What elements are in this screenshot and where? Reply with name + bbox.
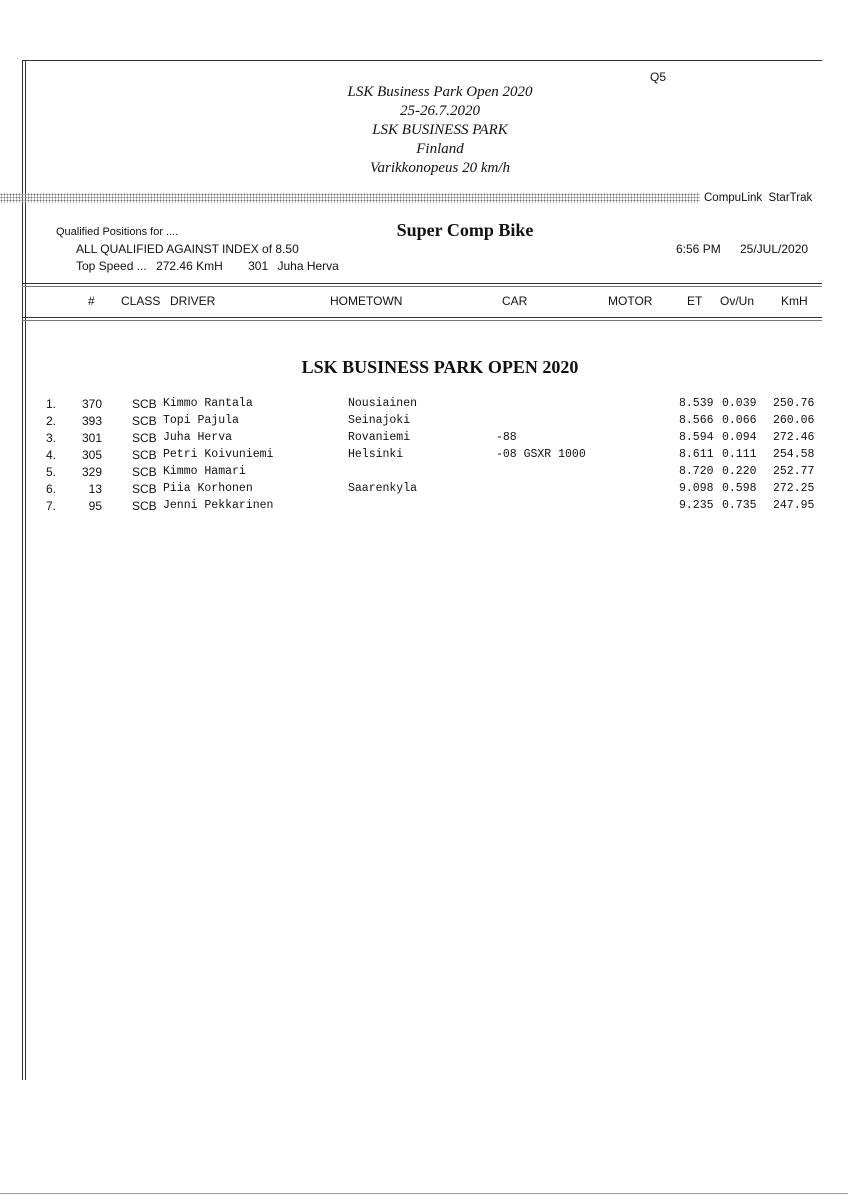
row-ovun: 0.111 [722,448,757,461]
top-speed-driver: Juha Herva [277,259,339,273]
row-et: 8.594 [679,431,714,444]
row-driver: Petri Koivuniemi [163,448,274,461]
index-line [76,242,299,256]
row-position: 4. [46,448,57,462]
section-title: LSK BUSINESS PARK OPEN 2020 [301,357,579,377]
left-border [22,60,23,1080]
col-num: # [88,294,95,308]
row-class: SCB [132,431,157,445]
top-speed-value: 272.46 KmH [156,259,223,273]
row-ovun: 0.094 [722,431,757,444]
row-class: SCB [132,448,157,462]
system-label: CompuLink StarTrak [704,192,813,204]
row-hometown: Helsinki [348,448,404,461]
row-driver: Piia Korhonen [163,482,253,495]
row-class: SCB [132,414,157,428]
row-driver: Topi Pajula [163,414,239,427]
row-position: 3. [46,431,57,445]
row-driver: Juha Herva [163,431,233,444]
header-rule-top [22,283,822,284]
row-car: -88 [496,431,517,444]
row-ovun: 0.598 [722,482,757,495]
row-car: -08 GSXR 1000 [496,448,586,461]
top-speed-car: 301 [248,259,269,273]
event-country: Finland [416,141,464,157]
row-kmh: 272.46 [773,431,815,444]
dotted-band [0,193,700,203]
qualified-label: Qualified Positions for .... [56,226,179,238]
top-speed-label: Top Speed ... [76,259,147,273]
row-number: 329 [81,465,102,479]
col-et: ET [687,294,703,308]
row-hometown: Saarenkyla [348,482,418,495]
row-ovun: 0.066 [722,414,757,427]
event-dates: 25-26.7.2020 [400,103,480,119]
row-et: 8.720 [679,465,714,478]
row-class: SCB [132,482,157,496]
row-position: 6. [46,482,57,496]
row-hometown: Nousiainen [348,397,418,410]
row-number: 301 [81,431,102,445]
row-ovun: 0.220 [722,465,757,478]
index-value: 8.50 [275,242,299,256]
row-driver: Kimmo Rantala [163,397,253,410]
report-date: 25/JUL/2020 [740,242,809,256]
row-number: 393 [81,414,102,428]
event-venue: LSK BUSINESS PARK [372,122,508,138]
header-rule-top-2 [22,286,822,287]
header-rule-bottom-2 [22,320,822,321]
row-driver: Jenni Pekkarinen [163,499,274,512]
page-bottom-rule [0,1193,848,1194]
top-rule [22,60,822,61]
row-kmh: 250.76 [773,397,815,410]
row-kmh: 252.77 [773,465,815,478]
top-speed-line [76,259,339,273]
row-et: 9.235 [679,499,714,512]
index-label: ALL QUALIFIED AGAINST INDEX of [76,242,273,256]
row-ovun: 0.039 [722,397,757,410]
row-number: 370 [81,397,102,411]
col-motor: MOTOR [608,294,653,308]
report-time: 6:56 PM [676,242,721,256]
event-header [240,83,640,178]
row-et: 8.611 [679,448,714,461]
row-hometown: Seinajoki [348,414,411,427]
left-border-inner [25,60,26,1080]
event-title: LSK Business Park Open 2020 [347,84,533,100]
row-kmh: 260.06 [773,414,815,427]
row-number: 305 [81,448,102,462]
col-hometown: HOMETOWN [330,294,403,308]
header-rule-bottom [22,317,822,318]
row-class: SCB [132,499,157,513]
row-position: 5. [46,465,57,479]
col-class: CLASS [121,294,161,308]
row-position: 1. [46,397,57,411]
row-et: 9.098 [679,482,714,495]
row-number: 95 [88,499,102,513]
row-kmh: 272.25 [773,482,815,495]
col-kmh: KmH [781,294,808,308]
session-code: Q5 [650,70,667,84]
col-driver: DRIVER [170,294,216,308]
col-ovun: Ov/Un [720,294,755,308]
row-ovun: 0.735 [722,499,757,512]
col-car: CAR [502,294,528,308]
row-number: 13 [88,482,102,496]
row-et: 8.539 [679,397,714,410]
class-title: Super Comp Bike [396,220,534,240]
pit-speed-note: Varikkonopeus 20 km/h [370,160,510,176]
row-position: 2. [46,414,57,428]
row-class: SCB [132,465,157,479]
row-driver: Kimmo Hamari [163,465,246,478]
row-et: 8.566 [679,414,714,427]
row-hometown: Rovaniemi [348,431,411,444]
row-kmh: 254.58 [773,448,815,461]
row-position: 7. [46,499,57,513]
row-kmh: 247.95 [773,499,815,512]
row-class: SCB [132,397,157,411]
